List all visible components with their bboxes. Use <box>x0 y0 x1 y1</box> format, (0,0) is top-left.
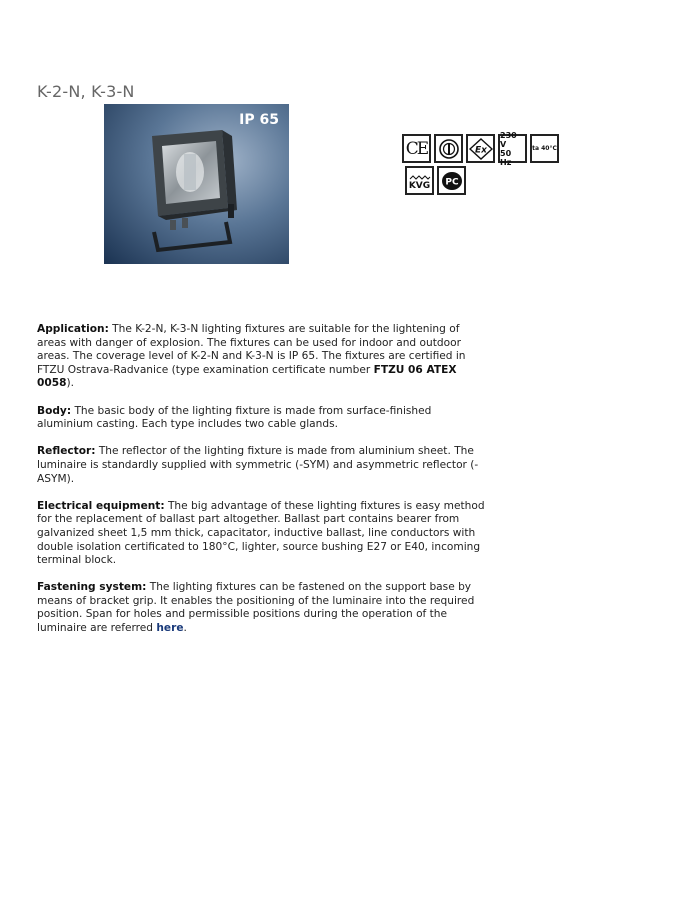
ce-mark-icon: CE <box>402 134 431 163</box>
application-heading: Application: <box>37 323 109 335</box>
body-paragraph: Body: The basic body of the lighting fixture is made from surface-finished aluminium casting. Each type includes two cable glands. <box>37 404 432 431</box>
body-heading: Body: <box>37 404 72 417</box>
svg-text:PC: PC <box>444 177 459 187</box>
fastening-heading: Fastening system: <box>37 581 147 594</box>
svg-text:Ex: Ex <box>474 145 487 155</box>
description <box>37 323 487 649</box>
here-link[interactable]: here <box>156 622 184 635</box>
electrical-paragraph: Electrical equipment: The big advantage of these lighting fixtures is easy method for the replacement of ballast part altogether. Ballast part contains bearer from galvanized sheet 1,5 mm thick, capacitator, inductive ballast, line conductors with double isolation certificated to 180°C, lighter, source bushing E27 or E40, incoming terminal block. <box>37 499 485 567</box>
pct-mark-icon <box>437 166 466 195</box>
reflector-paragraph: Reflector: The reflector of the lighting fixture is made from aluminium sheet. The luminaire is standardly supplied with symmetric (-SYM) and asymmetric reflector (-ASYM). <box>37 445 479 485</box>
ip-rating-label: IP 65 <box>239 112 279 128</box>
fastening-paragraph: Fastening system: The lighting fixtures can be fastened on the support base by means of bracket grip. It enables the positioning of the luminaire into the required position. Span for holes and permissible positions during the operation of the luminaire are referred here. <box>37 581 475 635</box>
page-title: K-2-N, K-3-N <box>37 82 135 101</box>
temperature-badge: ta 40°C <box>530 134 559 163</box>
application-paragraph: Application: The K-2-N, K-3-N lighting fixtures are suitable for the lightening of areas with danger of explosion. The fixtures can be used for indoor and outdoor areas. The coverage level of K-2-N and K-3-N is IP 65. The fixtures are certified in FTZU Ostrava-Radvanice (type examination certificate number FTZU 06 ATEX 0058). <box>37 323 466 390</box>
ex-mark-icon <box>466 134 495 163</box>
reflector-heading: Reflector: <box>37 445 96 458</box>
kvg-mark-icon: KVG <box>405 166 434 195</box>
product-photo <box>104 104 289 264</box>
certificate-number: FTZU 06 ATEX 0058 <box>37 363 457 390</box>
electrical-heading: Electrical equipment: <box>37 499 165 512</box>
voltage-badge: 230 V 50 Hz <box>498 134 527 163</box>
safety-mark-icon <box>434 134 463 163</box>
certification-marks <box>402 130 582 198</box>
